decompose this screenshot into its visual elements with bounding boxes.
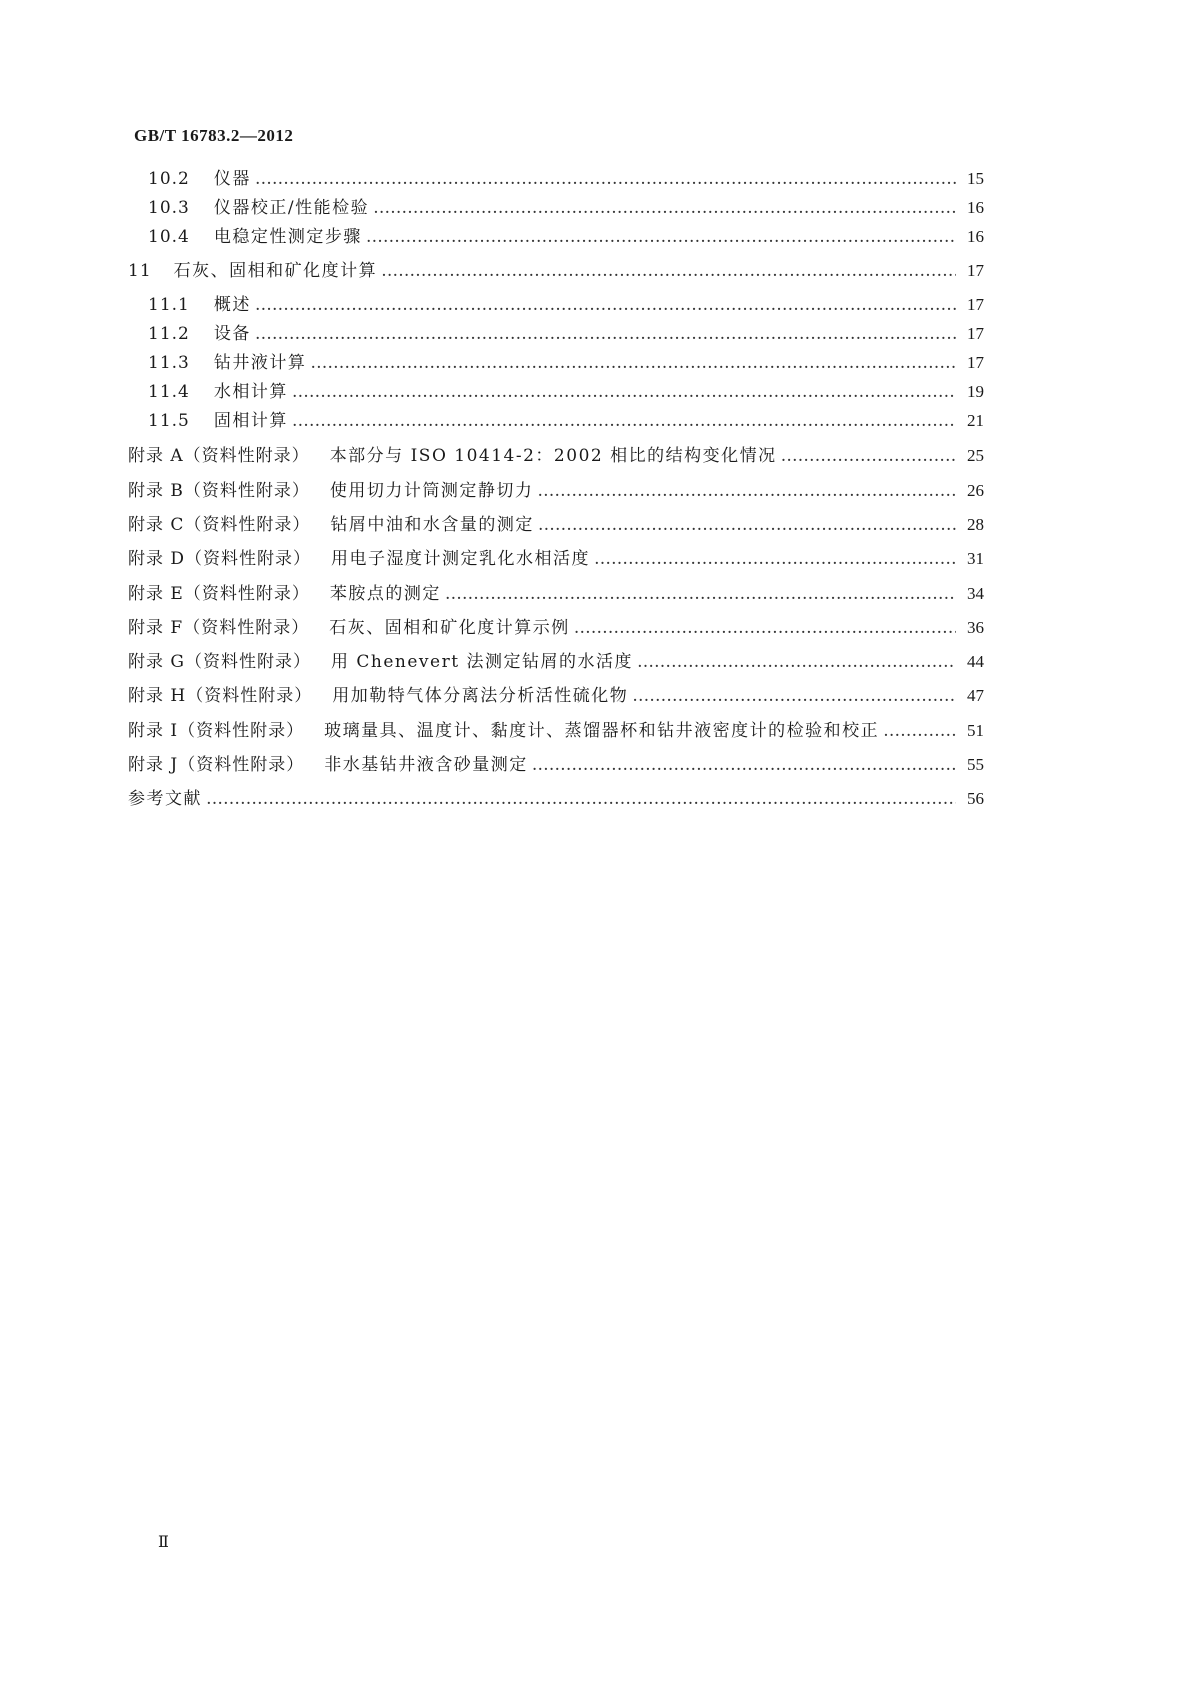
toc-entry-title: 石灰、固相和矿化度计算 (173, 261, 378, 281)
toc-entry-page: 51 (967, 721, 984, 740)
toc-dot-leader (445, 581, 956, 607)
toc-dot-leader (532, 752, 956, 778)
toc-entry[interactable] (148, 408, 984, 434)
toc-entry-title: 仪器校正/性能检验 (213, 198, 370, 218)
toc-entry-page: 56 (967, 789, 984, 808)
toc-entry[interactable] (148, 195, 984, 221)
toc-entry[interactable] (128, 718, 984, 744)
toc-entry-page: 44 (967, 652, 984, 671)
toc-dot-leader (255, 292, 956, 318)
toc-entry-number: 附录 D（资料性附录） (128, 549, 312, 569)
toc-entry-number: 附录 F（资料性附录） (128, 618, 310, 638)
document-id-header: GB/T 16783.2—2012 (134, 126, 294, 145)
toc-entry-title: 设备 (213, 324, 251, 344)
toc-entry[interactable] (128, 512, 984, 538)
toc-entry-number: 附录 E（资料性附录） (128, 584, 310, 604)
toc-entry[interactable] (148, 292, 984, 318)
toc-entry-title: 固相计算 (213, 411, 288, 431)
toc-dot-leader (381, 258, 956, 284)
toc-entry-number: 附录 A（资料性附录） (128, 446, 310, 466)
toc-entry[interactable] (128, 615, 984, 641)
toc-entry[interactable] (148, 379, 984, 405)
toc-dot-leader (310, 350, 956, 376)
toc-entry-title: 苯胺点的测定 (329, 584, 441, 604)
toc-entry-page: 47 (967, 686, 984, 705)
toc-entry-page: 17 (967, 353, 984, 372)
toc-entry-page: 31 (967, 549, 984, 568)
toc-entry-page: 36 (967, 618, 984, 637)
toc-dot-leader (537, 478, 956, 504)
toc-entry-title: 用加勒特气体分离法分析活性硫化物 (332, 686, 629, 706)
toc-entry-title: 非水基钻井液含砂量测定 (324, 755, 528, 775)
toc-entry-title: 钻井液计算 (213, 353, 307, 373)
toc-entry[interactable] (128, 786, 984, 812)
toc-entry-title: 玻璃量具、温度计、黏度计、蒸馏器杯和钻井液密度计的检验和校正 (324, 721, 880, 741)
toc-entry-title: 用 Chenevert 法测定钻屑的水活度 (330, 652, 633, 672)
toc-dot-leader (574, 615, 956, 641)
toc-entry-page: 17 (967, 324, 984, 343)
toc-entry-number: 附录 I（资料性附录） (128, 721, 305, 741)
toc-entry-title: 参考文献 (128, 789, 202, 809)
toc-entry-page: 16 (967, 198, 984, 217)
page-number: Ⅱ (158, 1534, 169, 1551)
toc-entry-title: 石灰、固相和矿化度计算示例 (329, 618, 570, 638)
toc-entry-title: 本部分与 ISO 10414-2：2002 相比的结构变化情况 (329, 446, 777, 466)
toc-entry-number: 11 (128, 261, 152, 281)
toc-entry[interactable] (128, 443, 984, 469)
toc-dot-leader (255, 166, 956, 192)
toc-entry-page: 15 (967, 169, 984, 188)
toc-dot-leader (594, 546, 956, 572)
toc-entry-page: 16 (967, 227, 984, 246)
toc-entry[interactable] (128, 258, 984, 284)
toc-entry-number: 10.2 (148, 169, 190, 189)
toc-entry[interactable] (128, 546, 984, 572)
toc-entry-number: 11.1 (148, 295, 190, 315)
toc-entry-title: 用电子湿度计测定乳化水相活度 (331, 549, 591, 569)
toc-entry[interactable] (128, 752, 984, 778)
toc-entry-page: 26 (967, 481, 984, 500)
toc-entry-page: 17 (967, 261, 984, 280)
toc-dot-leader (781, 443, 956, 469)
toc-entry-page: 28 (967, 515, 984, 534)
toc-dot-leader (366, 224, 956, 250)
toc-dot-leader (373, 195, 956, 221)
toc-entry-title: 使用切力计筒测定静切力 (329, 481, 534, 501)
toc-entry-page: 34 (967, 584, 984, 603)
toc-entry-number: 11.3 (148, 353, 190, 373)
toc-dot-leader (292, 379, 956, 405)
toc-entry-number: 附录 H（资料性附录） (128, 686, 313, 706)
toc-entry[interactable] (128, 649, 984, 675)
toc-entry-number: 附录 B（资料性附录） (128, 481, 310, 501)
toc-entry-page: 17 (967, 295, 984, 314)
toc-entry-page: 55 (967, 755, 984, 774)
toc-entry-title: 概述 (213, 295, 251, 315)
toc-entry-number: 附录 G（资料性附录） (128, 652, 311, 672)
toc-dot-leader (255, 321, 956, 347)
toc-entry-number: 附录 J（资料性附录） (128, 755, 305, 775)
toc-entry-page: 19 (967, 382, 984, 401)
toc-entry[interactable] (148, 350, 984, 376)
toc-dot-leader (883, 718, 956, 744)
toc-dot-leader (206, 786, 956, 812)
toc-entry[interactable] (128, 683, 984, 709)
toc-entry[interactable] (148, 321, 984, 347)
toc-entry-title: 电稳定性测定步骤 (213, 227, 362, 247)
toc-entry[interactable] (148, 166, 984, 192)
toc-entry-number: 11.2 (148, 324, 190, 344)
toc-entry-title: 水相计算 (213, 382, 288, 402)
toc-dot-leader (538, 512, 956, 538)
toc-dot-leader (637, 649, 956, 675)
toc-entry-number: 10.3 (148, 198, 190, 218)
toc-entry-number: 附录 C（资料性附录） (128, 515, 311, 535)
toc-dot-leader (632, 683, 956, 709)
toc-entry-number: 11.4 (148, 382, 190, 402)
toc-entry[interactable] (148, 224, 984, 250)
toc-entry-page: 21 (967, 411, 984, 430)
toc-entry[interactable] (128, 581, 984, 607)
toc-entry-number: 11.5 (148, 411, 190, 431)
toc-entry-number: 10.4 (148, 227, 190, 247)
toc-entry-title: 钻屑中油和水含量的测定 (330, 515, 534, 535)
toc-entry-page: 25 (967, 446, 984, 465)
toc-entry-title: 仪器 (213, 169, 251, 189)
toc-dot-leader (292, 408, 956, 434)
toc-entry[interactable] (128, 478, 984, 504)
